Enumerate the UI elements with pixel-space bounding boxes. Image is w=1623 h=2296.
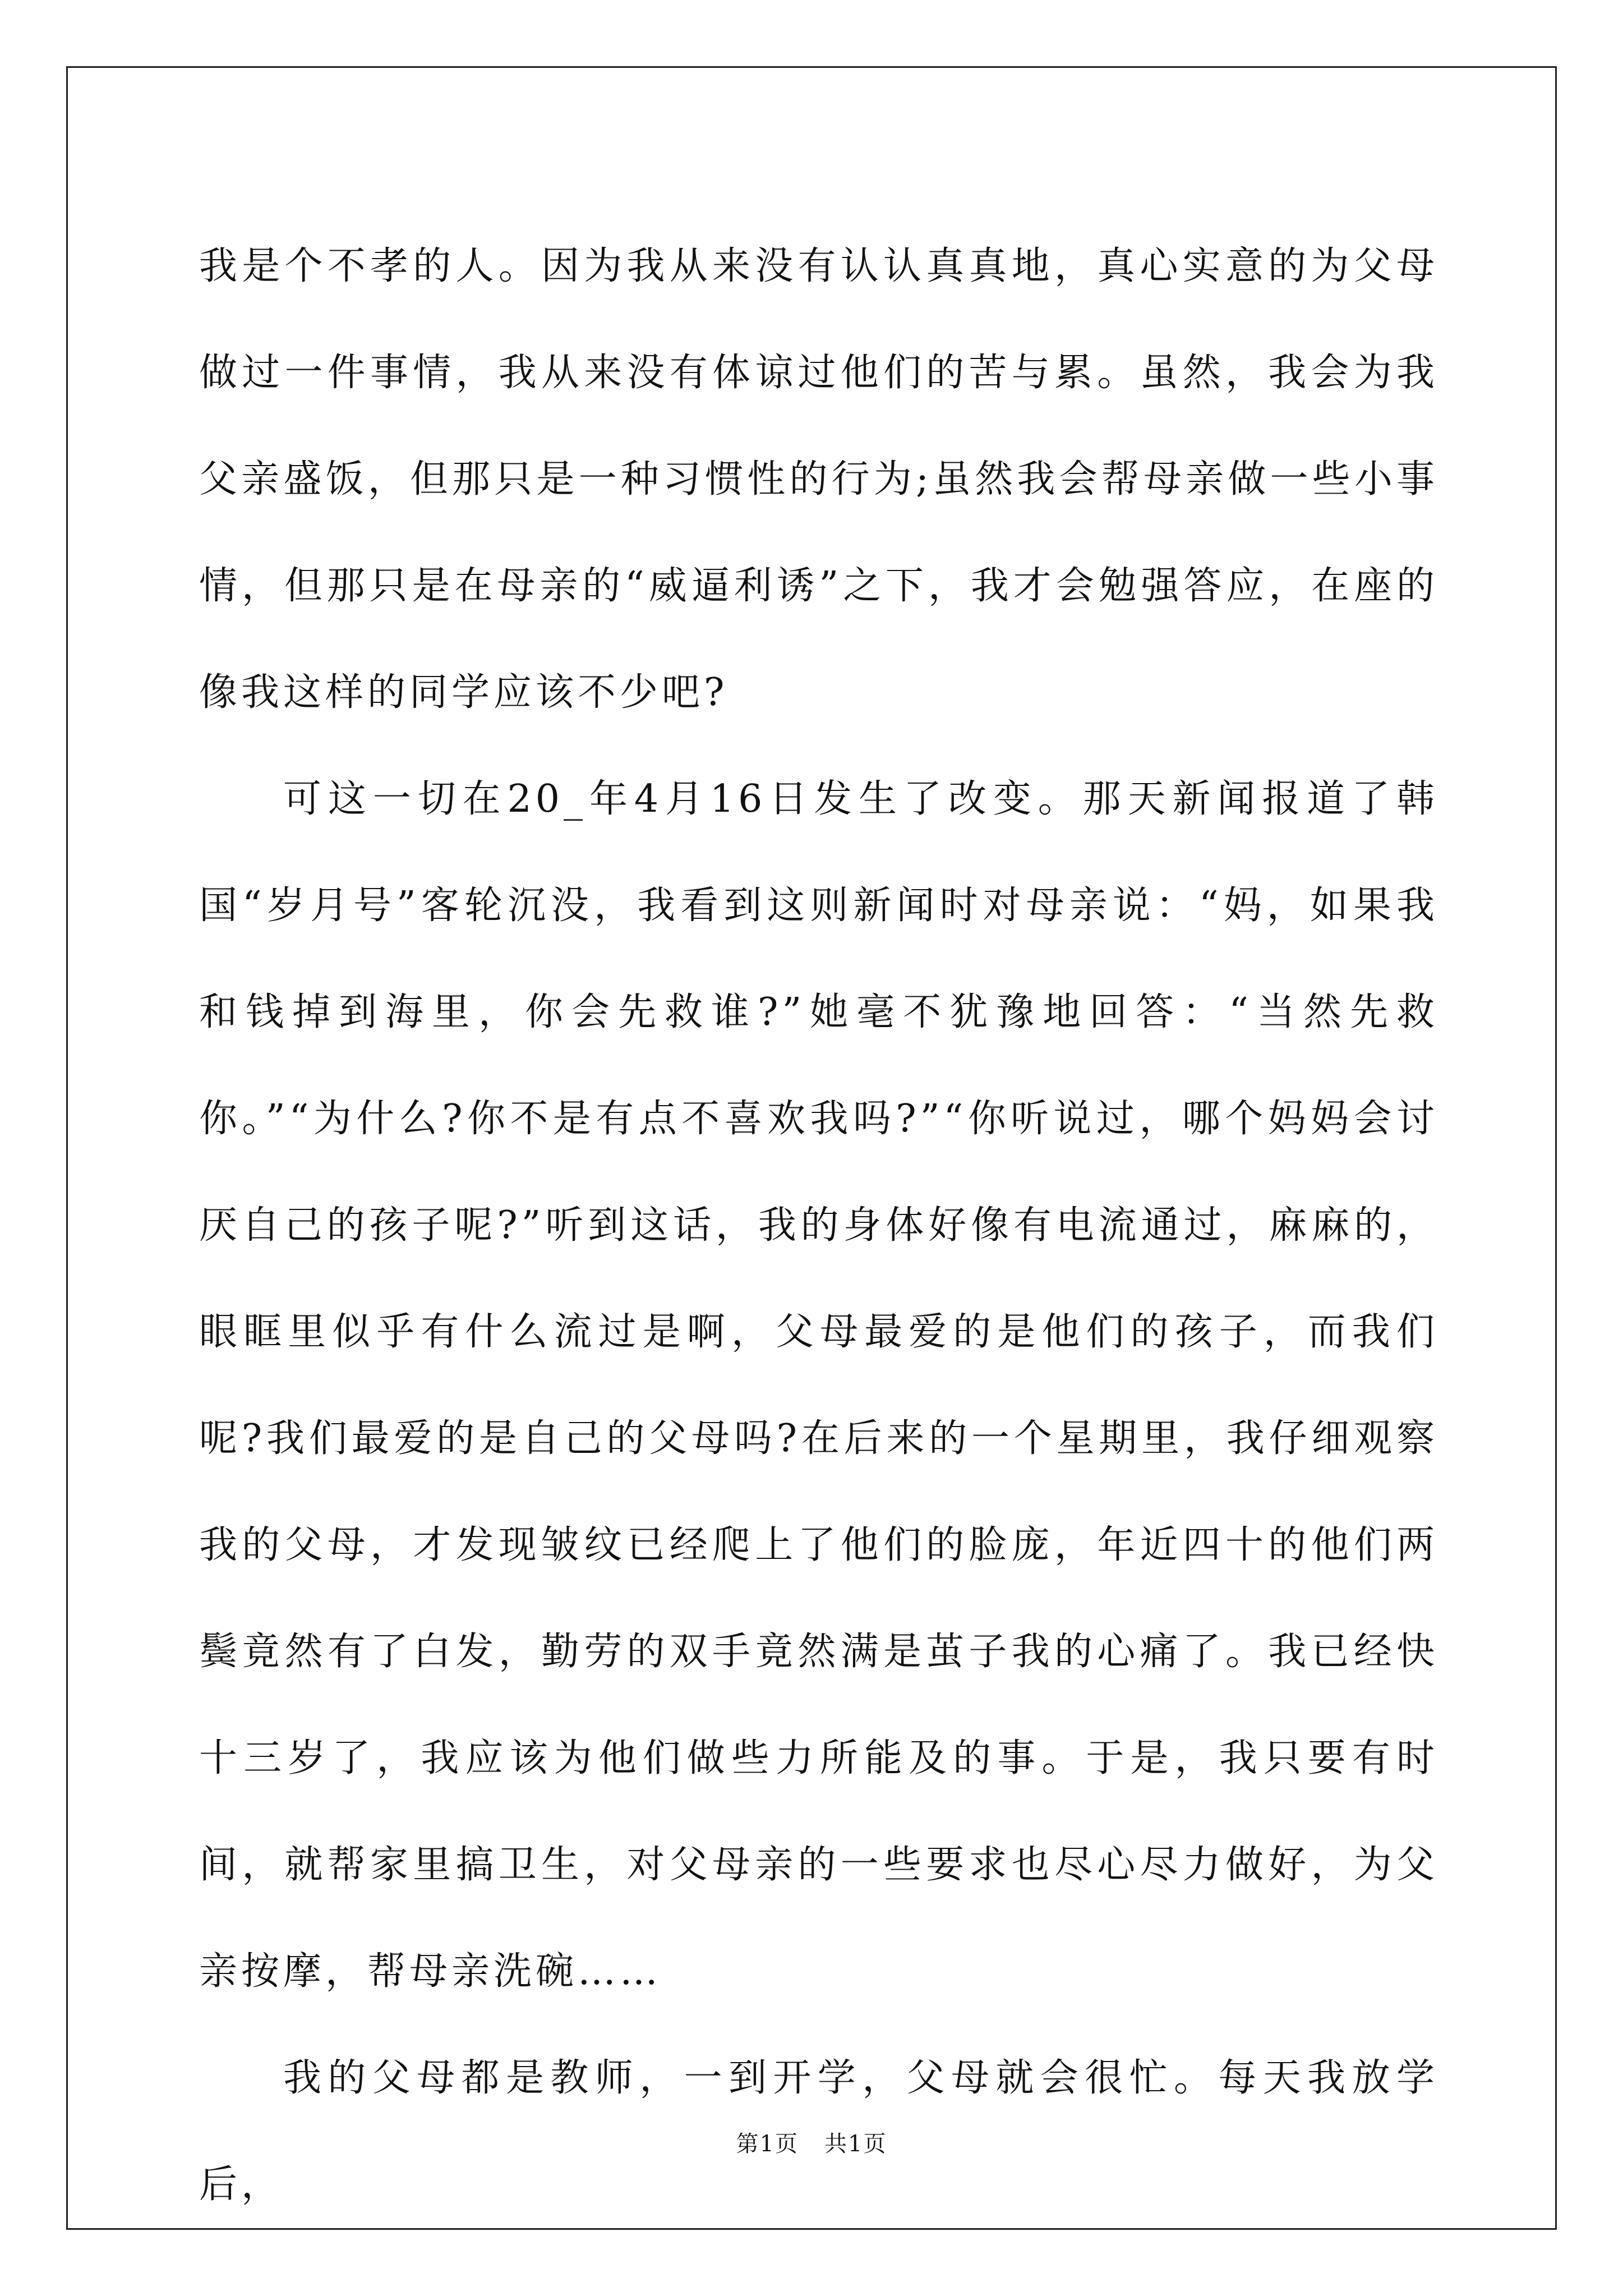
paragraph-3: 我的父母都是教师，一到开学，父母就会很忙。每天我放学后， [199, 2056, 1438, 2207]
paragraph-1: 我是个不孝的人。因为我从来没有认认真真地，真心实意的为父母做过一件事情，我从来没有体谅过他们的苦与累。虽然，我会为我父亲盛饭，但那只是一种习惯性的行为;虽然我会帮母亲做一些小事情，但那只是在母亲的“威逼利诱”之下，我才会勉强答应，在座的像我这样的同学应该不少吧? [199, 244, 1438, 715]
page-footer [0, 2126, 1623, 2158]
page-total: 共1页 [824, 2131, 887, 2157]
page-number: 第1页 [736, 2131, 799, 2157]
paragraph-2: 可这一切在20_年4月16日发生了改变。那天新闻报道了韩国“岁月号”客轮沉没，我看到这则新闻时对母亲说：“妈，如果我和钱掉到海里，你会先救谁?”她毫不犹豫地回答：“当然先救你。”“为什么?你不是有点不喜欢我吗?”“你听说过，哪个妈妈会讨厌自己的孩子呢?”听到这话，我的身体好像有电流通过，麻麻的，眼眶里似乎有什么流过是啊，父母最爱的是他们的孩子，而我们呢?我们最爱的是自己的父母吗?在后来的一个星期里，我仔细观察我的父母，才发现皱纹已经爬上了他们的脸庞，年近四十的他们两鬓竟然有了白发，勤劳的双手竟然满是茧子我的心痛了。我已经快十三岁了，我应该为他们做些力所能及的事。于是，我只要有时间，就帮家里搞卫生，对父母亲的一些要求也尽心尽力做好，为父亲按摩，帮母亲洗碗…… [199, 777, 1438, 1994]
document-body [199, 213, 1438, 2238]
